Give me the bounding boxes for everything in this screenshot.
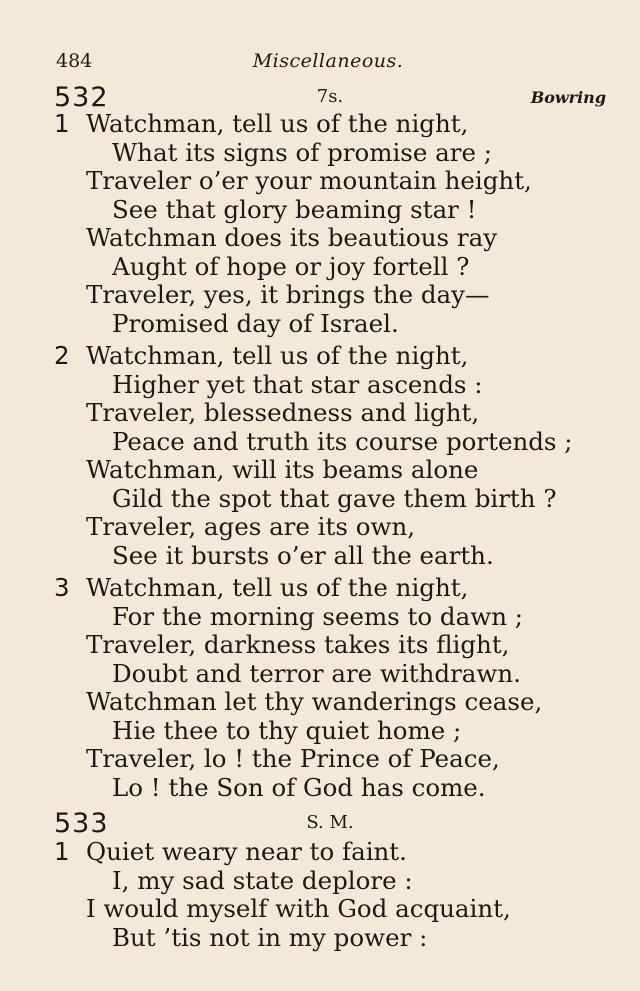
hymn-line: Lo ! the Son of God has come. <box>112 773 486 802</box>
page-number: 484 <box>56 50 93 72</box>
hymn-line: Hie thee to thy quiet home ; <box>112 716 462 745</box>
running-title: Miscellaneous. <box>252 50 404 72</box>
hymn-line: For the morning seems to dawn ; <box>112 602 524 631</box>
hymn-line: Traveler, yes, it brings the day— <box>86 280 490 309</box>
verse-number: 3 <box>54 573 70 602</box>
hymn-line: Watchman, will its beams alone <box>86 455 479 484</box>
hymn-line: Promised day of Israel. <box>112 309 399 338</box>
hymn-line: I would myself with God acquaint, <box>86 894 511 923</box>
hymn-line: What its signs of promise are ; <box>112 138 493 167</box>
page-header <box>56 50 600 74</box>
verse-number: 1 <box>54 109 70 138</box>
hymn-line: I, my sad state deplore : <box>112 866 413 895</box>
hymn-line: Traveler, blessedness and light, <box>86 398 480 427</box>
hymn-line: Watchman let thy wanderings cease, <box>86 687 543 716</box>
hymn-line: Doubt and terror are withdrawn. <box>112 659 521 688</box>
verse-number: 2 <box>54 341 70 370</box>
hymn-line: See that glory beaming star ! <box>112 195 477 224</box>
hymn-meter: S. M. <box>306 812 354 833</box>
hymn-line: Gild the spot that gave them birth ? <box>112 484 557 513</box>
hymn-number: 532 <box>54 82 109 113</box>
hymn-line: Watchman, tell us of the night, <box>86 573 469 602</box>
hymn-line: Watchman, tell us of the night, <box>86 341 469 370</box>
hymn-line: But ’tis not in my power : <box>112 923 428 952</box>
hymn-line: Peace and truth its course portends ; <box>112 427 573 456</box>
hymn-line: Traveler, lo ! the Prince of Peace, <box>86 744 500 773</box>
verse-number: 1 <box>54 837 70 866</box>
hymn-line: Watchman, tell us of the night, <box>86 109 469 138</box>
hymn-line: Watchman does its beautious ray <box>86 223 498 252</box>
hymn-line: Higher yet that star ascends : <box>112 370 483 399</box>
hymn-line: Traveler, darkness takes its flight, <box>86 630 510 659</box>
hymn-author: Bowring <box>530 88 606 107</box>
hymn-number: 533 <box>54 808 109 839</box>
hymn-meter: 7s. <box>316 86 344 107</box>
hymn-line: Traveler, ages are its own, <box>86 512 416 541</box>
hymn-line: Traveler o’er your mountain height, <box>86 166 532 195</box>
hymn-line: See it bursts o’er all the earth. <box>112 541 494 570</box>
hymn-line: Aught of hope or joy fortell ? <box>112 252 470 281</box>
hymn-line: Quiet weary near to faint. <box>86 837 407 866</box>
